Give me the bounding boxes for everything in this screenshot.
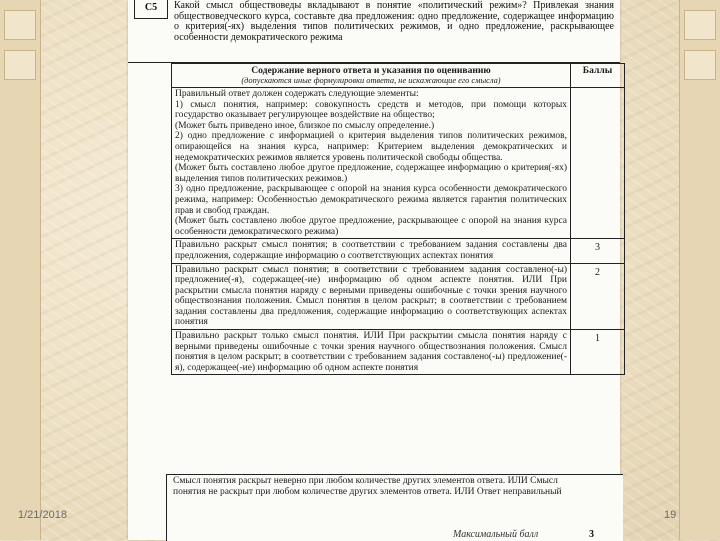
answer-content (172, 88, 571, 239)
slide-frame-right (679, 0, 720, 540)
header-content (172, 64, 571, 88)
criterion-score: 2 (571, 263, 625, 330)
answer-row (172, 88, 625, 239)
table-header-row (172, 64, 625, 88)
scanned-document-fragment (166, 474, 623, 541)
answer-line: (Может быть приведено иное, близкое по смыслу определение.) (175, 120, 435, 131)
frame-decoration (4, 50, 36, 80)
header-title: Содержание верного ответа и указания по оцениванию (251, 65, 491, 76)
frame-decoration (684, 50, 716, 80)
criterion-text: Правильно раскрыт смысл понятия; в соответствии с требованием задания составлены два предложения, содержащие информацию о соответствующих аспектах понятия (172, 239, 571, 263)
criterion-score: 3 (571, 239, 625, 263)
header-score: Баллы (571, 64, 625, 88)
criterion-text: Правильно раскрыт смысл понятия; в соответствии с требованием задания составлено(-ы) предложение(-я), содержащее(-ие) информацию об одном аспекте понятия. ИЛИ При раскрытии смысла понятия наряду с верными приведены ошибочные с точки зрения научного обществознания положения. Смысл понятия в целом раскрыт; в соответствии с требованием задания составлены два предложения, содержащие информацию о соответствующих аспектах понятия (172, 263, 571, 330)
frame-decoration (684, 10, 716, 40)
scanned-document (128, 0, 620, 540)
grading-table (171, 63, 625, 375)
header-note: (допускаются иные формулировки ответа, не искажающие его смысла) (241, 76, 501, 85)
slide-frame-left (0, 0, 41, 540)
last-criterion-text: Смысл понятия раскрыт неверно при любом количестве других элементов ответа. ИЛИ Смысл понятия не раскрыт при любом количестве других элементов ответа. ИЛИ Ответ неправильный (173, 476, 562, 497)
answer-line: Правильный ответ должен содержать следующие элементы: (175, 89, 419, 99)
question-row (128, 0, 620, 63)
frame-decoration (4, 10, 36, 40)
criterion-score: 1 (571, 330, 625, 375)
criterion-row (172, 263, 625, 330)
criterion-text: Правильно раскрыт только смысл понятия. ИЛИ При раскрытии смысла понятия наряду с верными приведены ошибочные с точки зрения научного обществознания положения. Смысл понятия в целом раскрыт; в соответствии с требованием задания составлено(-ы) предложение(-я), содержащее(-ие) информацию об одном аспекте понятия (172, 330, 571, 375)
max-score-label: Максимальный балл (453, 529, 539, 540)
answer-line: (Может быть составлено любое другое предложение, раскрывающее с опорой на знания курса особенности демократического режима) (175, 216, 567, 237)
criterion-row (172, 330, 625, 375)
max-score-value: 3 (589, 529, 594, 540)
slide-page-number: 19 (664, 509, 677, 521)
slide-date: 1/21/2018 (18, 509, 67, 521)
question-text: Какой смысл обществоведы вкладывают в понятие «политический режим»? Привлекая знания обществоведческого курса, составьте два предложения: одно предложение, содержащее информацию о критерия(-ях) выделения типов политических режимов, и одно предложение, раскрывающее особенности демократического режима (174, 0, 614, 43)
answer-line: 2) одно предложение с информацией о критерия выделения типов политических режимов, опирающейся на знания курса, например: Критерием выделения демократических и недемократических режимов является уровень политической свободы общества. (175, 131, 567, 163)
question-code: С5 (134, 0, 168, 19)
answer-score-cell (571, 88, 625, 239)
answer-line: (Может быть составлено любое другое предложение, содержащее информацию о критерия(-ях) выделения типов политических режимов.) (175, 163, 567, 184)
criterion-row (172, 239, 625, 263)
answer-line: 3) одно предложение, раскрывающее с опорой на знания курса особенности демократического режима, например: Особенностью демократического режима является гарантия политических прав и свобод граждан. (175, 184, 567, 216)
answer-line: 1) смысл понятия, например: совокупность средств и методов, при помощи которых государство оказывает регулирующее воздействие на общество; (175, 99, 567, 121)
